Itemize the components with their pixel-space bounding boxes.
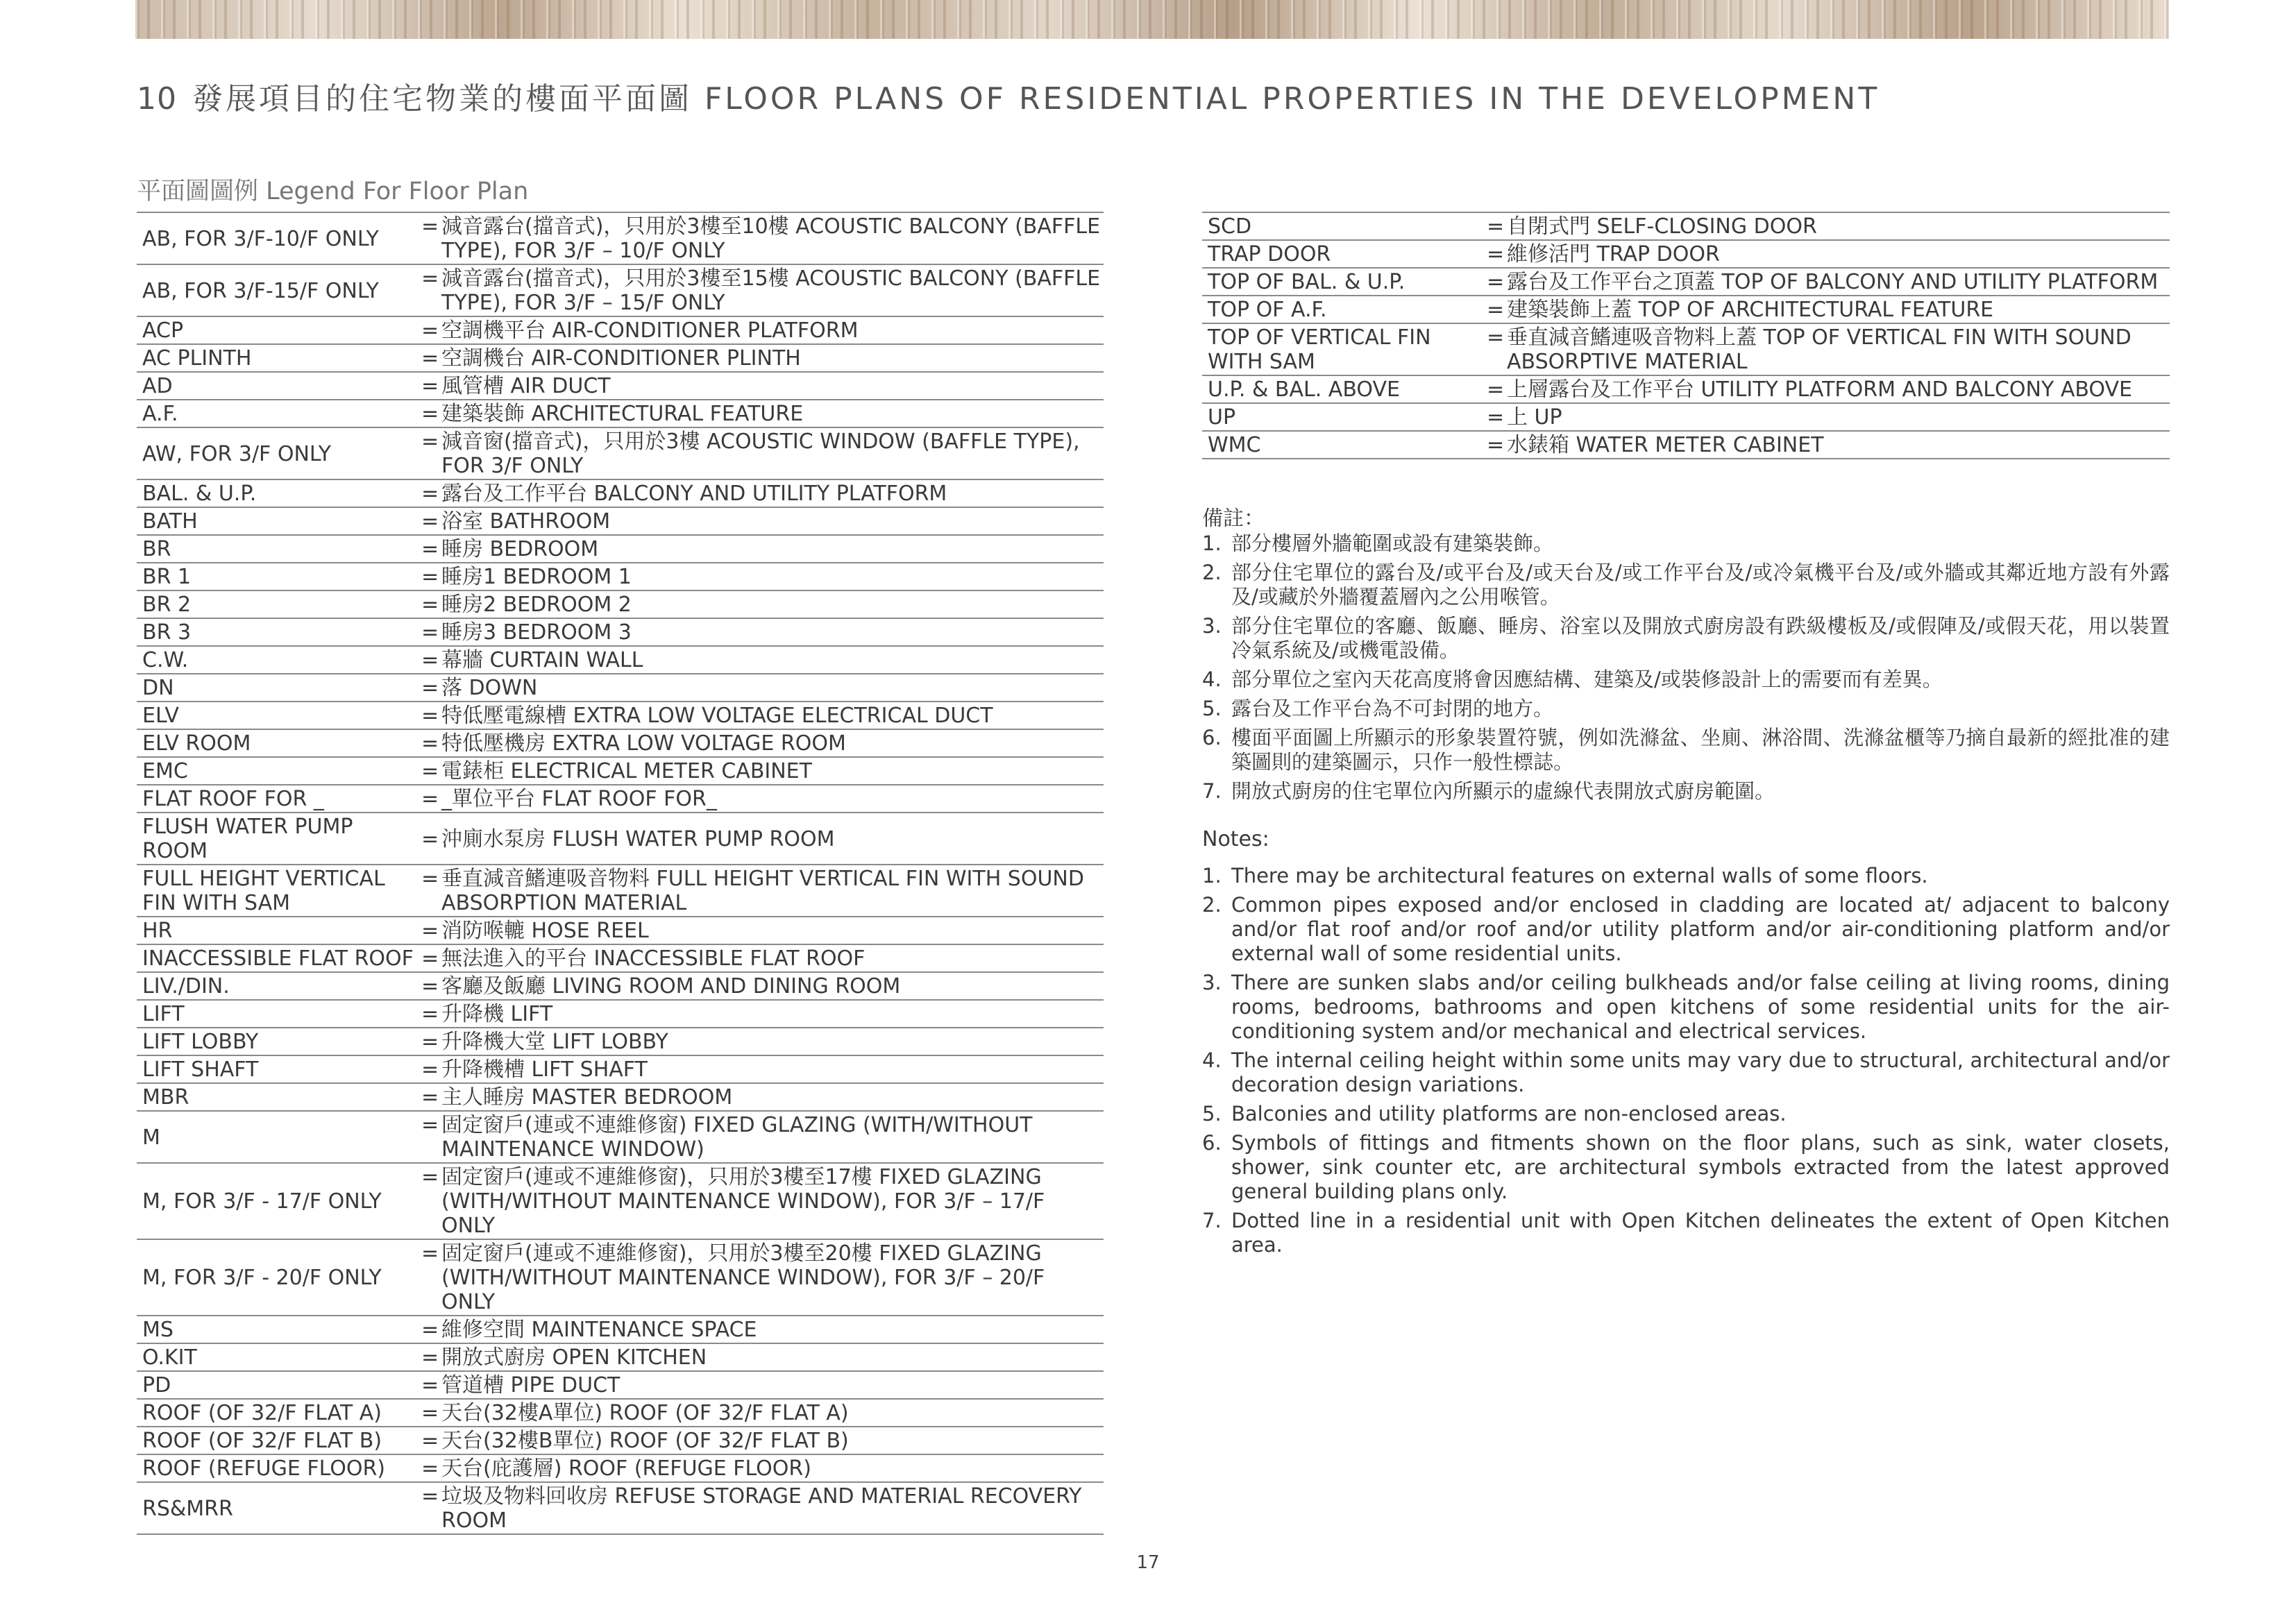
legend-abbreviation: BR (137, 535, 421, 563)
legend-definition-text: 管道槽 PIPE DUCT (441, 1373, 621, 1397)
legend-definition (421, 1000, 1104, 1028)
legend-row (137, 702, 1104, 729)
section-number: 10 (137, 81, 177, 117)
legend-row (137, 646, 1104, 674)
legend-definition-text: 垂直減音鰭連吸音物料 FULL HEIGHT VERTICAL FIN WITH SOUND ABSORPTION MATERIAL (441, 867, 1084, 915)
legend-definition-text: 天台(32樓A單位) ROOF (OF 32/F FLAT A) (441, 1401, 849, 1425)
legend-definition-text: 垂直減音鰭連吸音物料上蓋 TOP OF VERTICAL FIN WITH SOUND ABSORPTIVE MATERIAL (1507, 325, 2132, 374)
equals-sign: = (421, 509, 439, 534)
legend-definition-text: 升降機大堂 LIFT LOBBY (441, 1030, 668, 1054)
legend-abbreviation: MS (137, 1316, 421, 1343)
legend-abbreviation: AC PLINTH (137, 344, 421, 372)
legend-definition-text: 上層露台及工作平台 UTILITY PLATFORM AND BALCONY ABOVE (1507, 377, 2132, 402)
legend-row (137, 1000, 1104, 1028)
legend-abbreviation: LIFT (137, 1000, 421, 1028)
legend-definition-text: 上 UP (1507, 405, 1562, 430)
legend-row (137, 563, 1104, 590)
note-number: 3. (1202, 614, 1222, 638)
legend-definition-text: 無法進入的平台 INACCESSIBLE FLAT ROOF (441, 946, 866, 971)
legend-row (137, 427, 1104, 479)
equals-sign: = (1487, 377, 1505, 402)
legend-definition-text: 升降機槽 LIFT SHAFT (441, 1057, 648, 1082)
legend-definition (421, 264, 1104, 316)
legend-row (1202, 296, 2170, 323)
equals-sign: = (421, 1165, 439, 1189)
equals-sign: = (421, 346, 439, 371)
legend-row (137, 479, 1104, 507)
legend-row (137, 590, 1104, 618)
equals-sign: = (421, 867, 439, 891)
legend-definition (421, 702, 1104, 729)
legend-abbreviation: ROOF (OF 32/F FLAT A) (137, 1399, 421, 1427)
note-number: 7. (1202, 779, 1222, 803)
note-text: 部分住宅單位的露台及/或平台及/或天台及/或工作平台及/或冷氣機平台及/或外牆或其鄰近地方設有外露及/或藏於外牆覆蓋層內之公用喉管。 (1231, 561, 2170, 609)
legend-abbreviation: ROOF (OF 32/F FLAT B) (137, 1427, 421, 1454)
legend-definition (421, 785, 1104, 813)
note-item (1202, 614, 2170, 663)
legend-definition-text: 浴室 BATHROOM (441, 509, 611, 534)
legend-abbreviation: ROOF (REFUGE FLOOR) (137, 1454, 421, 1482)
note-number: 4. (1202, 1048, 1222, 1072)
legend-definition (421, 1083, 1104, 1111)
legend-definition-text: 空調機台 AIR-CONDITIONER PLINTH (441, 346, 801, 371)
legend-definition-text: 睡房 BEDROOM (441, 537, 599, 561)
legend-definition-text: 空調機平台 AIR-CONDITIONER PLATFORM (441, 318, 859, 343)
equals-sign: = (1487, 433, 1505, 457)
equals-sign: = (421, 946, 439, 971)
equals-sign: = (421, 537, 439, 561)
note-item (1202, 726, 2170, 774)
note-text: Dotted line in a residential unit with Open Kitchen delineates the extent of Open Kitchen area. (1231, 1209, 2170, 1257)
legend-definition-text: 消防喉轆 HOSE REEL (441, 919, 649, 943)
legend-row (137, 1028, 1104, 1055)
legend-row (137, 1083, 1104, 1111)
note-number: 5. (1202, 1102, 1222, 1125)
equals-sign: = (421, 1113, 439, 1137)
legend-definition (1487, 240, 2170, 268)
legend-abbreviation: WMC (1202, 431, 1487, 459)
legend-abbreviation: MBR (137, 1083, 421, 1111)
legend-definition-text: 主人睡房 MASTER BEDROOM (441, 1085, 733, 1110)
note-number: 1. (1202, 864, 1222, 887)
legend-abbreviation: FULL HEIGHT VERTICAL FIN WITH SAM (137, 865, 421, 917)
equals-sign: = (1487, 242, 1505, 266)
legend-definition-text: 風管槽 AIR DUCT (441, 374, 611, 398)
legend-row (137, 507, 1104, 535)
note-item (1202, 1131, 2170, 1204)
legend-abbreviation: DN (137, 674, 421, 702)
legend-abbreviation: C.W. (137, 646, 421, 674)
equals-sign: = (421, 1030, 439, 1054)
legend-definition-text: 客廳及飯廳 LIVING ROOM AND DINING ROOM (441, 974, 901, 999)
legend-abbreviation: U.P. & BAL. ABOVE (1202, 375, 1487, 403)
notes-list (1202, 864, 2170, 1262)
equals-sign: = (421, 318, 439, 343)
legend-abbreviation: LIFT LOBBY (137, 1028, 421, 1055)
legend-abbreviation: ELV (137, 702, 421, 729)
remarks-heading: 備註： (1202, 507, 1265, 531)
legend-row (1202, 268, 2170, 296)
legend-definition-text: 特低壓電線槽 EXTRA LOW VOLTAGE ELECTRICAL DUCT (441, 704, 993, 728)
legend-definition-text: 固定窗戶(連或不連維修窗) FIXED GLAZING (WITH/WITHOUT MAINTENANCE WINDOW) (441, 1113, 1033, 1162)
equals-sign: = (1487, 270, 1505, 294)
decorative-header-banner (135, 0, 2169, 39)
legend-definition-text: 特低壓機房 EXTRA LOW VOLTAGE ROOM (441, 731, 846, 756)
legend-abbreviation: BATH (137, 507, 421, 535)
legend-row (137, 1163, 1104, 1239)
legend-row (137, 1371, 1104, 1399)
equals-sign: = (421, 1345, 439, 1370)
legend-row (137, 212, 1104, 264)
legend-abbreviation: A.F. (137, 400, 421, 427)
legend-row (1202, 375, 2170, 403)
legend-row (137, 944, 1104, 972)
legend-abbreviation: AD (137, 372, 421, 400)
note-text: There may be architectural features on external walls of some floors. (1231, 864, 1928, 887)
legend-row (137, 1343, 1104, 1371)
note-text: 部分樓層外牆範圍或設有建築裝飾。 (1231, 532, 1554, 555)
legend-row (137, 1111, 1104, 1163)
section-title: 發展項目的住宅物業的樓面平面圖 FLOOR PLANS OF RESIDENTIAL PROPERTIES IN THE DEVELOPMENT (192, 81, 1880, 117)
equals-sign: = (421, 1456, 439, 1481)
legend-definition-text: 天台(庇護層) ROOF (REFUGE FLOOR) (441, 1456, 811, 1481)
equals-sign: = (421, 1002, 439, 1026)
legend-row (137, 972, 1104, 1000)
legend-abbreviation: RS&MRR (137, 1482, 421, 1534)
legend-row (137, 729, 1104, 757)
legend-definition (421, 535, 1104, 563)
equals-sign: = (421, 266, 439, 291)
equals-sign: = (421, 374, 439, 398)
legend-definition (421, 1482, 1104, 1534)
legend-definition (1487, 296, 2170, 323)
legend-abbreviation: ACP (137, 316, 421, 344)
note-item (1202, 668, 2170, 692)
equals-sign: = (421, 974, 439, 999)
legend-definition (421, 865, 1104, 917)
legend-row (1202, 240, 2170, 268)
note-item (1202, 1048, 2170, 1097)
equals-sign: = (421, 214, 439, 239)
legend-abbreviation: TRAP DOOR (1202, 240, 1487, 268)
legend-definition-text: _單位平台 FLAT ROOF FOR_ (441, 787, 717, 811)
legend-abbreviation: M (137, 1111, 421, 1163)
legend-abbreviation: INACCESSIBLE FLAT ROOF (137, 944, 421, 972)
legend-abbreviation: TOP OF A.F. (1202, 296, 1487, 323)
legend-row (137, 785, 1104, 813)
equals-sign: = (421, 1241, 439, 1266)
legend-row (1202, 323, 2170, 375)
equals-sign: = (421, 648, 439, 672)
legend-definition (1487, 403, 2170, 431)
legend-row (137, 1399, 1104, 1427)
note-item (1202, 532, 2170, 556)
legend-row (137, 865, 1104, 917)
note-text: Symbols of fittings and fitments shown on the floor plans, such as sink, water closets, shower, sink counter etc, are architectural symbols extracted from the latest approved general building plans only. (1231, 1131, 2170, 1203)
legend-definition-text: 維修活門 TRAP DOOR (1507, 242, 1720, 266)
legend-row (137, 1427, 1104, 1454)
note-item (1202, 1209, 2170, 1257)
legend-row (1202, 403, 2170, 431)
legend-definition-text: 建築裝飾 ARCHITECTURAL FEATURE (441, 402, 804, 426)
legend-definition (421, 1427, 1104, 1454)
note-item (1202, 893, 2170, 966)
note-item (1202, 697, 2170, 721)
legend-definition-text: 天台(32樓B單位) ROOF (OF 32/F FLAT B) (441, 1429, 849, 1453)
legend-row (137, 618, 1104, 646)
legend-definition (421, 944, 1104, 972)
legend-abbreviation: BR 2 (137, 590, 421, 618)
legend-row (137, 344, 1104, 372)
legend-definition (421, 1371, 1104, 1399)
legend-definition-text: 水錶箱 WATER METER CABINET (1507, 433, 1824, 457)
legend-definition (421, 427, 1104, 479)
legend-abbreviation: AB, FOR 3/F-10/F ONLY (137, 212, 421, 264)
note-number: 7. (1202, 1209, 1222, 1232)
legend-abbreviation: FLAT ROOF FOR _ (137, 785, 421, 813)
legend-abbreviation: ELV ROOM (137, 729, 421, 757)
legend-table-right (1202, 212, 2170, 459)
legend-row (137, 674, 1104, 702)
note-item (1202, 971, 2170, 1044)
legend-abbreviation: BR 1 (137, 563, 421, 590)
legend-definition (1487, 375, 2170, 403)
equals-sign: = (1487, 298, 1505, 322)
equals-sign: = (421, 1318, 439, 1342)
equals-sign: = (421, 1373, 439, 1397)
note-number: 6. (1202, 726, 1222, 749)
legend-definition (421, 507, 1104, 535)
legend-abbreviation: AB, FOR 3/F-15/F ONLY (137, 264, 421, 316)
legend-row (137, 757, 1104, 785)
legend-definition-text: 睡房3 BEDROOM 3 (441, 620, 632, 645)
legend-abbreviation: M, FOR 3/F - 17/F ONLY (137, 1163, 421, 1239)
legend-definition (421, 1399, 1104, 1427)
legend-definition (421, 917, 1104, 944)
equals-sign: = (421, 1057, 439, 1082)
legend-abbreviation: FLUSH WATER PUMP ROOM (137, 813, 421, 865)
note-text: 部分單位之室內天花高度將會因應結構、建築及/或裝修設計上的需要而有差異。 (1231, 668, 1943, 691)
legend-definition (421, 674, 1104, 702)
remarks-list (1202, 532, 2170, 808)
legend-definition (421, 729, 1104, 757)
legend-row (137, 1316, 1104, 1343)
legend-abbreviation: LIV./DIN. (137, 972, 421, 1000)
note-item (1202, 561, 2170, 609)
legend-definition (421, 344, 1104, 372)
page-number: 17 (1136, 1552, 1160, 1573)
note-number: 5. (1202, 697, 1222, 720)
note-item (1202, 779, 2170, 804)
legend-definition (421, 563, 1104, 590)
legend-abbreviation: BR 3 (137, 618, 421, 646)
notes-heading: Notes: (1202, 827, 1269, 851)
equals-sign: = (421, 1429, 439, 1453)
legend-abbreviation: AW, FOR 3/F ONLY (137, 427, 421, 479)
legend-row (137, 316, 1104, 344)
equals-sign: = (421, 1484, 439, 1509)
equals-sign: = (421, 620, 439, 645)
legend-row (1202, 431, 2170, 459)
note-text: The internal ceiling height within some units may vary due to structural, architectural and/or decoration design variations. (1231, 1048, 2170, 1096)
legend-definition (421, 1316, 1104, 1343)
legend-definition (421, 813, 1104, 865)
legend-definition (421, 1454, 1104, 1482)
equals-sign: = (421, 1085, 439, 1110)
equals-sign: = (421, 676, 439, 700)
legend-row (137, 535, 1104, 563)
legend-definition-text: 電錶柜 ELECTRICAL METER CABINET (441, 759, 812, 783)
legend-definition (1487, 431, 2170, 459)
legend-row (137, 1454, 1104, 1482)
legend-definition (421, 1111, 1104, 1163)
equals-sign: = (421, 565, 439, 589)
equals-sign: = (421, 731, 439, 756)
legend-definition-text: 自閉式門 SELF-CLOSING DOOR (1507, 214, 1817, 239)
legend-definition-text: 維修空間 MAINTENANCE SPACE (441, 1318, 757, 1342)
legend-abbreviation: O.KIT (137, 1343, 421, 1371)
legend-definition-text: 睡房1 BEDROOM 1 (441, 565, 632, 589)
note-item (1202, 1102, 2170, 1126)
legend-definition (421, 479, 1104, 507)
equals-sign: = (421, 759, 439, 783)
equals-sign: = (421, 787, 439, 811)
note-number: 6. (1202, 1131, 1222, 1155)
note-text: 部分住宅單位的客廳、飯廳、睡房、浴室以及開放式廚房設有跌級樓板及/或假陣及/或假天花，用以裝置冷氣系統及/或機電設備。 (1231, 614, 2170, 662)
legend-definition (421, 1163, 1104, 1239)
legend-title: 平面圖圖例 Legend For Floor Plan (137, 178, 529, 205)
legend-row (1202, 212, 2170, 240)
equals-sign: = (1487, 405, 1505, 430)
legend-definition (421, 316, 1104, 344)
note-item (1202, 864, 2170, 888)
legend-definition (421, 757, 1104, 785)
legend-definition-text: 建築裝飾上蓋 TOP OF ARCHITECTURAL FEATURE (1507, 298, 1994, 322)
legend-definition (1487, 212, 2170, 240)
legend-definition-text: 落 DOWN (441, 676, 538, 700)
legend-row (137, 813, 1104, 865)
note-text: 露台及工作平台為不可封閉的地方。 (1231, 697, 1554, 720)
note-number: 2. (1202, 893, 1222, 917)
legend-definition-text: 固定窗戶(連或不連維修窗)，只用於3樓至20樓 FIXED GLAZING (WITH/WITHOUT MAINTENANCE WINDOW), FOR 3/F – 20/F ONLY (441, 1241, 1045, 1314)
note-text: 開放式廚房的住宅單位內所顯示的虛線代表開放式廚房範圍。 (1231, 779, 1775, 803)
equals-sign: = (1487, 214, 1505, 239)
legend-definition-text: 露台及工作平台 BALCONY AND UTILITY PLATFORM (441, 482, 947, 506)
legend-abbreviation: UP (1202, 403, 1487, 431)
equals-sign: = (421, 919, 439, 943)
legend-abbreviation: TOP OF VERTICAL FIN WITH SAM (1202, 323, 1487, 375)
legend-abbreviation: EMC (137, 757, 421, 785)
legend-definition (421, 646, 1104, 674)
equals-sign: = (421, 1401, 439, 1425)
legend-definition-text: 沖廁水泵房 FLUSH WATER PUMP ROOM (441, 826, 835, 851)
legend-row (137, 372, 1104, 400)
note-number: 3. (1202, 971, 1222, 994)
legend-abbreviation: SCD (1202, 212, 1487, 240)
legend-definition (421, 618, 1104, 646)
note-number: 2. (1202, 561, 1222, 584)
legend-row (137, 917, 1104, 944)
legend-table-left (137, 212, 1104, 1535)
equals-sign: = (421, 704, 439, 728)
legend-definition-text: 睡房2 BEDROOM 2 (441, 593, 632, 617)
legend-definition-text: 固定窗戶(連或不連維修窗)，只用於3樓至17樓 FIXED GLAZING (WITH/WITHOUT MAINTENANCE WINDOW), FOR 3/F – 17/F ONLY (441, 1165, 1045, 1238)
legend-definition-text: 減音窗(擋音式)，只用於3樓 ACOUSTIC WINDOW (BAFFLE TYPE), FOR 3/F ONLY (441, 430, 1080, 478)
note-number: 1. (1202, 532, 1222, 555)
legend-definition (1487, 323, 2170, 375)
legend-definition-text: 幕牆 CURTAIN WALL (441, 648, 643, 672)
equals-sign: = (421, 826, 439, 851)
legend-row (137, 1482, 1104, 1534)
legend-definition (421, 972, 1104, 1000)
legend-row (137, 1055, 1104, 1083)
legend-row (137, 400, 1104, 427)
equals-sign: = (421, 593, 439, 617)
legend-abbreviation: LIFT SHAFT (137, 1055, 421, 1083)
legend-row (137, 1239, 1104, 1316)
legend-definition (421, 1028, 1104, 1055)
equals-sign: = (421, 482, 439, 506)
equals-sign: = (421, 402, 439, 426)
legend-definition-text: 減音露台(擋音式)，只用於3樓至15樓 ACOUSTIC BALCONY (BAFFLE TYPE), FOR 3/F – 15/F ONLY (441, 266, 1101, 315)
legend-definition (421, 372, 1104, 400)
legend-abbreviation: TOP OF BAL. & U.P. (1202, 268, 1487, 296)
legend-definition (421, 400, 1104, 427)
legend-abbreviation: BAL. & U.P. (137, 479, 421, 507)
legend-definition-text: 露台及工作平台之頂蓋 TOP OF BALCONY AND UTILITY PLATFORM (1507, 270, 2159, 294)
legend-definition-text: 開放式廚房 OPEN KITCHEN (441, 1345, 707, 1370)
legend-abbreviation: M, FOR 3/F - 20/F ONLY (137, 1239, 421, 1316)
legend-definition-text: 升降機 LIFT (441, 1002, 553, 1026)
legend-definition (421, 212, 1104, 264)
note-number: 4. (1202, 668, 1222, 691)
note-text: Common pipes exposed and/or enclosed in cladding are located at/ adjacent to balcony and/or flat roof and/or roof and/or utility platform and/or air-conditioning platform and/or external wall of some residential units. (1231, 893, 2170, 965)
legend-definition-text: 垃圾及物料回收房 REFUSE STORAGE AND MATERIAL RECOVERY ROOM (441, 1484, 1082, 1533)
note-text: Balconies and utility platforms are non-enclosed areas. (1231, 1102, 1787, 1125)
equals-sign: = (421, 430, 439, 454)
equals-sign: = (1487, 325, 1505, 350)
legend-definition (1487, 268, 2170, 296)
note-text: 樓面平面圖上所顯示的形象裝置符號，例如洗滌盆、坐廁、淋浴間、洗滌盆櫃等乃摘自最新的經批准的建築圖則的建築圖示，只作一般性標誌。 (1231, 726, 2170, 774)
legend-definition (421, 590, 1104, 618)
legend-definition (421, 1239, 1104, 1316)
legend-definition (421, 1343, 1104, 1371)
page-title (137, 74, 1880, 118)
legend-abbreviation: HR (137, 917, 421, 944)
legend-row (137, 264, 1104, 316)
legend-abbreviation: PD (137, 1371, 421, 1399)
note-text: There are sunken slabs and/or ceiling bulkheads and/or false ceiling at living rooms, dining rooms, bedrooms, bathrooms and open kitchens of some residential units for the air-conditioning system and/or mechanical and electrical services. (1231, 971, 2170, 1043)
legend-definition (421, 1055, 1104, 1083)
legend-definition-text: 減音露台(擋音式)，只用於3樓至10樓 ACOUSTIC BALCONY (BAFFLE TYPE), FOR 3/F – 10/F ONLY (441, 214, 1101, 263)
